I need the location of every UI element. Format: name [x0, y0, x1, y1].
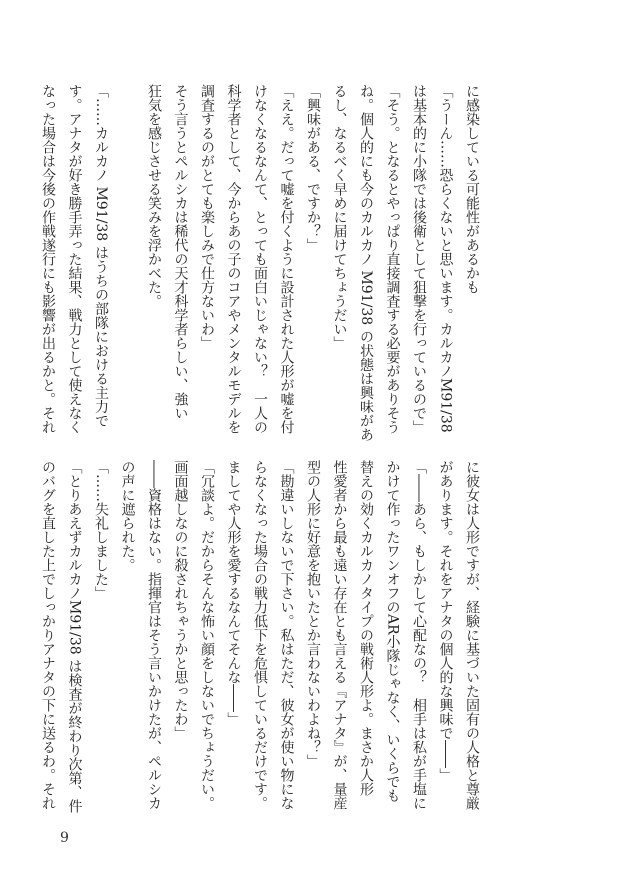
text-line: 「――あら、もしかして心配なの？ 相手は私が手塩に	[411, 460, 427, 810]
text-line: るし、なるべく早めに届けてちょうだい」	[331, 84, 348, 350]
text-line: 狂気を感じさせる笑みを浮かべた。	[146, 84, 162, 308]
text-line: けなくなるなんて、とっても面白いじゃない？ 一人の	[252, 84, 268, 434]
text-line: ね。個人的にも今のカルカノ M91/38 の状態は興味があ	[358, 84, 374, 442]
text-line: は基本的に小隊では後衛として狙撃を行っているので」	[411, 84, 427, 434]
text-line: 「興味がある、ですか？」	[305, 84, 321, 252]
text-line: ――資格はない。指揮官はそう言いかけたが、ペルシカ	[146, 460, 162, 810]
text-line: 科学者として、今からあの子のコアやメンタルモデルを	[225, 84, 242, 434]
text-line: があります。それをアナタの個人的な興味で――」	[437, 460, 454, 782]
text-line: 調査するのがとても楽しみで仕方ないわ」	[199, 84, 215, 350]
text-line: に感染している可能性があるかも	[464, 84, 480, 294]
text-line: の声に遮られた。	[119, 460, 136, 572]
text-line: 画面越しなのに殺されちゃうかと思ったわ」	[172, 460, 189, 740]
text-line: 型の人形に好意を抱いたとか言わないわよね？」	[305, 460, 321, 768]
text-line: のバグを直した上でしっかりアナタの下に送るわ。それ	[40, 460, 56, 810]
text-line: 「とりあえずカルカノM91/38 は検査が終わり次第、件	[66, 460, 83, 814]
text-line: なった場合は今後の作戦遂行にも影響が出るかと。それ	[40, 84, 56, 434]
text-line	[114, 84, 141, 374]
text-line: 「冗談よ。だからそんな怖い顔をしないでちょうだい。	[199, 460, 215, 810]
text-line: そう言うとペルシカは稀代の天才科学者らしい、強い	[172, 84, 189, 420]
text-line: 替えの効くカルカノタイプの戦術人形よ。まさか人形	[358, 460, 374, 796]
text-line: 「うーん……恐らくないと思います。カルカノM91/38	[437, 84, 454, 433]
text-line: 「勘違いしないで下さい。私はただ、彼女が使い物にな	[278, 460, 295, 810]
text-line: かけて作ったワンオフのAR小隊じゃなく、いくらでも	[384, 460, 401, 803]
text-line: 「ええ。だって嘘を付くように設計された人形が嘘を付	[278, 84, 295, 434]
upper-text-block	[35, 84, 486, 442]
text-line: らなくなった場合の戦力低下を危惧しているだけです。	[252, 460, 268, 810]
text-line: 「……失礼しました」	[93, 460, 109, 600]
page-number: 9	[60, 830, 69, 846]
text-line: に彼女は人形ですが、経験に基づいた固有の人格と尊厳	[464, 460, 480, 810]
text-line: 性愛者から最も遠い存在とも言える『アナタ』が、量産	[331, 460, 348, 810]
text-line: ましてや人形を愛するなんてそんな――」	[225, 460, 242, 726]
lower-text-block	[35, 460, 486, 814]
text-line: 「そう。となるとやっぱり直接調査する必要がありそう	[384, 84, 401, 434]
text-line: す。アナタが好き勝手弄った結果、戦力として使えなく	[66, 84, 83, 434]
text-line: 「……カルカノ M91/38 はうちの部隊における主力で	[93, 84, 109, 428]
